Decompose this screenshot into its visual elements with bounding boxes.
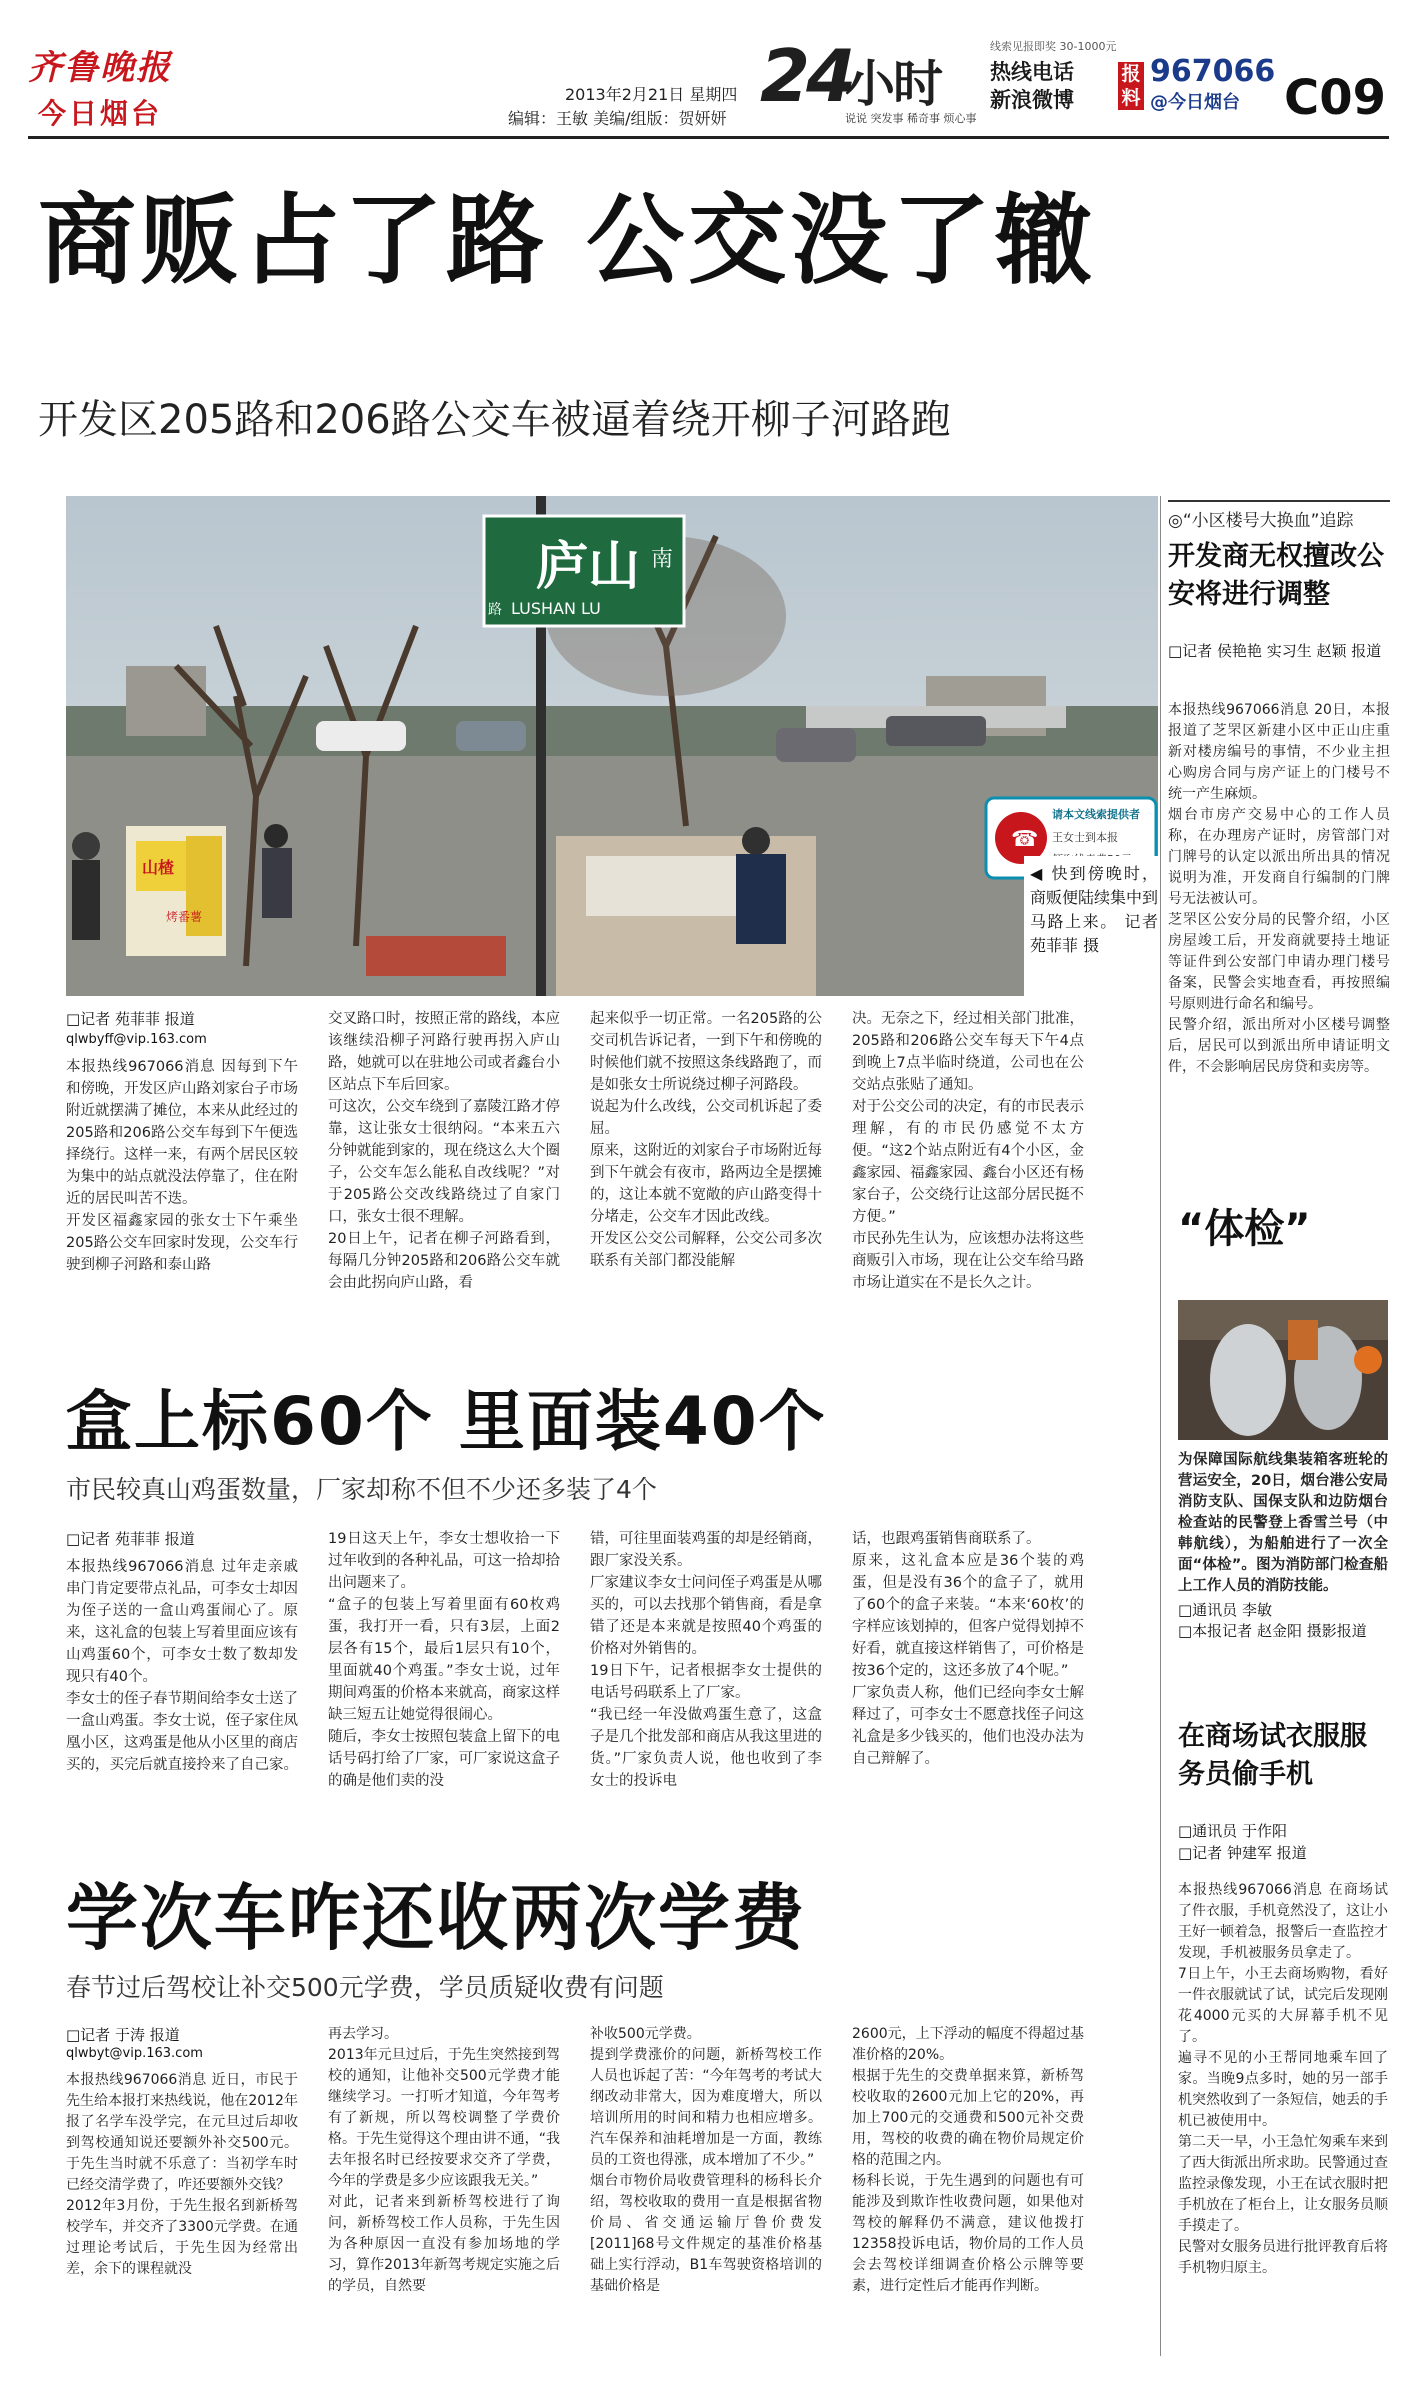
street-sign <box>484 516 684 626</box>
main-col-4: 决。无奈之下，经过相关部门批准，205路和206路公交车每天下午4点到晚上7点半临时绕道，公司也在公交站点张贴了通知。 对于公交公司的决定，有的市民表示理解，有的市民仍感觉不太方便。“这2个站点附近有4个小区，金鑫家园、福鑫家园、鑫台小区还有杨家台子，公交绕行让这部分居民挺不方便。” 市民孙先生认为，应该想办法将这些商贩引入市场，现在让公交车给马路市场让道实在不是长久之计。 <box>852 1011 1084 1291</box>
masthead-rule <box>28 136 1389 139</box>
story3-subhead: 春节过后驾校让补交500元学费，学员质疑收费有问题 <box>66 1973 664 2002</box>
story3-col-2: 再去学习。 2013年元旦过后，于先生突然接到驾校的通知，让他补交500元学费才能继续学习。一打听才知道，今年驾考有了新规，所以驾校调整了学费价格。于先生觉得这个理由讲不通，“我去年报名时已经按要求交齐了学费，今年的学费是多少应该跟我无关。” 对此，记者来到新桥驾校进行了询问，新桥驾校工作人员称，于先生因为各种原因一直没有参加场地的学习，算作2013年新驾考规定实施之后的学员，自然要 <box>328 2026 560 2294</box>
weibo-handle: @今日烟台 <box>1150 92 1240 113</box>
hotline-number: 967066 <box>1150 54 1276 89</box>
sign-pinyin: LUSHAN LU <box>511 599 601 618</box>
badge-line2: 王女士到本报 <box>1052 831 1118 844</box>
s1-byline: □记者 侯艳艳 实习生 赵颖 报道 <box>1168 642 1382 660</box>
newspaper-logo: 齐鲁晚报 <box>28 48 172 88</box>
story2-headline: 盒上标60个 里面装40个 <box>66 1383 827 1460</box>
s1-body: 本报热线967066消息 20日，本报报道了芝罘区新建小区中正山庄重新对楼房编号的事情，不少业主担心购房合同与房产证上的门楼号不统一产生麻烦。 烟台市房产交易中心的工作人员称，在办理房产证时，房管部门对门牌号的认定以派出所出具的情况说明为准，开发商自行编制的门牌号无法被认可。 芝罘区公安分局的民警介绍，小区房屋竣工后，开发商就要持土地证等证件到公安部门申请办理门楼号备案，民警会实地查看，再按照编号原则进行命名和编号。 民警介绍，派出所对小区楼号调整后，居民可以到派出所申请证明文件，不会影响居民房贷和卖房等。 <box>1168 702 1390 1075</box>
issue-date: 2013年2月21日 星期四 <box>565 85 738 104</box>
stall-sign2: 烤番薯 <box>166 910 203 924</box>
brand-hours: 小时 <box>845 55 941 113</box>
reward-note: 线索见报即奖 30-1000元 <box>990 40 1117 53</box>
story3-email: qlwbyt@vip.163.com <box>66 2046 203 2061</box>
story2-col-1: 本报热线967066消息 过年走亲戚串门肯定要带点礼品，可李女士却因为侄子送的一盒山鸡蛋闹心了。原来，这礼盒的包装上写着里面应该有山鸡蛋60个，可李女士数了数却发现只有40个。 李女士的侄子春节期间给李女士送了一盒山鸡蛋。李女士说，侄子家住凤凰小区，这鸡蛋是他从小区里的商店买的，买完后就直接拎来了自己家。 <box>66 1559 298 1773</box>
hotline-label: 热线电话 <box>990 60 1074 84</box>
contact-labels <box>990 58 1074 114</box>
sign-name: 庐山 <box>536 537 641 597</box>
story2-byline: □记者 苑菲菲 报道 <box>66 1530 195 1548</box>
sign-direction: 南 <box>651 547 674 572</box>
story3-col-4: 2600元，上下浮动的幅度不得超过基准价格的20%。 根据于先生的交费单据来算，新桥驾校收取的2600元加上它的20%，再加上700元的交通费和500元补交费用，驾校的收费的确在物价局规定价格的范围之内。 杨科长说，于先生遇到的问题也有可能涉及到欺诈性收费问题，如果他对驾校的解释仍不满意，建议他拨打12358投诉电话，物价局的工作人员会去驾校详细调查价格公示牌等要素，进行定性后才能再作判断。 <box>852 2026 1084 2294</box>
report-badge: 报料 <box>1118 62 1144 110</box>
badge-line1: 请本文线索提供者 <box>1052 808 1140 821</box>
story2-col-4: 话，也跟鸡蛋销售商联系了。 原来，这礼盒本应是36个装的鸡蛋，但是没有36个的盒子了，就用了60个的盒子来装。“本来‘60枚’的字样应该划掉的，但客户觉得划掉不好看，就直接这样销售了，可价格是按36个定的，这还多放了4个呢。” 厂家负责人称，他们已经向李女士解释过了，可李女士不愿意找侄子问这礼盒是多少钱买的，他们也没办法为自己辩解了。 <box>852 1531 1084 1767</box>
street-photo <box>66 496 1158 996</box>
main-headline: 商贩占了路 公交没了辙 <box>38 184 1097 298</box>
page-number: C09 <box>1284 70 1387 126</box>
story3-byline: □记者 于涛 报道 <box>66 2026 180 2044</box>
main-email: qlwbyff@vip.163.com <box>66 1032 207 1047</box>
sidebar-divider <box>1160 496 1161 2356</box>
main-byline: □记者 苑菲菲 报道 <box>66 1010 195 1028</box>
story3-col-3: 补收500元学费。 提到学费涨价的问题，新桥驾校工作人员也诉起了苦：“今年驾考的考试大纲改动非常大，因为难度增大，所以培训所用的时间和精力也相应增多。汽车保养和油耗增加是一方面，教练员的工资也得涨，成本增加了不少。” 烟台市物价局收费管理科的杨科长介绍，驾校收取的费用一直是根据省物价局、省交通运输厅鲁价费发[2011]68号文件规定的基准价格基础上实行浮动，B1车驾驶资格培训的基础价格是 <box>590 2026 822 2294</box>
brand-tagline: 说说 突发事 稀奇事 烦心事 <box>845 112 977 125</box>
editor-credits: 编辑：王敏 美编/组版：贺妍妍 <box>508 109 727 128</box>
story2-col-3: 错，可往里面装鸡蛋的却是经销商，跟厂家没关系。 厂家建议李女士问问侄子鸡蛋是从哪买的，可以去找那个销售商，看是拿错了还是本来就是按照40个鸡蛋的价格对外销售的。 19日下午，记者根据李女士提供的电话号码联系上了厂家。 “我已经一年没做鸡蛋生意了，这盒子是几个批发部和商店从我这里进的货。”厂家负责人说，他也收到了李女士的投诉电 <box>590 1531 822 1789</box>
edition-name: 今日烟台 <box>38 97 163 130</box>
s1-kicker: ◎“小区楼号大换血”追踪 <box>1168 511 1354 531</box>
sign-small: 路 <box>488 602 502 618</box>
story2-col-2: 19日这天上午，李女士想收拾一下过年收到的各种礼品，可这一拾却拾出问题来了。 “盒子的包装上写着里面有60枚鸡蛋，我打开一看，只有3层，上面2层各有15个，最后1层只有10个，里面就40个鸡蛋。”李女士说，过年期间鸡蛋的价格本来就高，商家这样缺三短五让她觉得很闹心。 随后，李女士按照包装盒上留下的电话号码打给了厂家，可厂家说这盒子的确是他们卖的没 <box>328 1531 560 1789</box>
s3-body: 本报热线967066消息 在商场试了件衣服，手机竟然没了，这让小王好一顿着急，报警后一查监控才发现，手机被服务员拿走了。 7日上午，小王去商场购物，看好一件衣服就试了试，试完后发现刚花4000元买的大屏幕手机不见了。 遍寻不见的小王帮同地乘车回了家。当晚9点多时，她的另一部手机突然收到了一条短信，她丢的手机已被使用中。 第二天一早，小王急忙匆乘车来到了西大街派出所求助。民警通过查监控录像发现，小王在试衣服时把手机放在了柜台上，让女服务员顺手摸走了。 民警对女服务员进行批评教育后将手机物归原主。 <box>1178 1882 1388 2276</box>
s3-byline: □通讯员 于作阳 □记者 钟建军 报道 <box>1178 1822 1307 1862</box>
s2-title: “体检” <box>1178 1206 1311 1252</box>
story3-col-1: 本报热线967066消息 近日，市民于先生给本报打来热线说，他在2012年报了名学车没学完，在元旦过后却收到驾校通知说还要额外补交500元。于先生当时就不乐意了：当初学车时已经交清学费了，咋还要额外交钱？ 2012年3月份，于先生报名到新桥驾校学车，并交齐了3300元学费。在通过理论考试后，于先生因为经常出差，余下的课程就没 <box>66 2072 298 2277</box>
sidebar-rule-top <box>1168 500 1390 502</box>
weibo-label: 新浪微博 <box>990 88 1074 112</box>
main-col-1: 本报热线967066消息 因每到下午和傍晚，开发区庐山路刘家台子市场附近就摆满了摊位，本来从此经过的205路和206路公交车每到下午便选择绕行。这样一来，有两个居民区较为集中的站点就没法停靠了，住在附近的居民叫苦不迭。 开发区福鑫家园的张女士下午乘坐205路公交车回家时发现，公交车行驶到柳子河路和泰山路 <box>66 1059 298 1273</box>
main-col-2: 交叉路口时，按照正常的路线，本应该继续沿柳子河路行驶再拐入庐山路，她就可以在驻地公司或者鑫台小区站点下车后回家。 可这次，公交车绕到了嘉陵江路才停靠，这让张女士很纳闷。“本来五六分钟就能到家的，现在绕这么大个圈子，公交车怎么能私自改线呢？”对于205路公交改线路绕过了自家门口，张女士很不理解。 20日上午，记者在柳子河路看到，每隔几分钟205路和206路公交车就会由此拐向庐山路，看 <box>328 1011 560 1291</box>
story3-headline: 学次车咋还收两次学费 <box>66 1876 807 1960</box>
s3-title: 在商场试衣服服务员偷手机 <box>1178 1721 1367 1790</box>
s2-caption: 为保障国际航线集装箱客班轮的营运安全，20日，烟台港公安局消防支队、国保支队和边防烟台检查站的民警登上香雪兰号（中韩航线），为船舶进行了一次全面“体检”。图为消防部门检查船上工作人员的消防技能。 <box>1178 1452 1388 1594</box>
photo-caption: ◀ 快到傍晚时，商贩便陆续集中到马路上来。 记者 苑菲菲 摄 <box>1030 864 1159 955</box>
stall-sign: 山楂 <box>142 858 175 877</box>
s2-photo <box>1178 1300 1388 1440</box>
s1-title: 开发商无权擅改公安将进行调整 <box>1168 541 1384 610</box>
main-col-3: 起来似乎一切正常。一名205路的公交司机告诉记者，一到下午和傍晚的时候他们就不按照这条线路跑了，而是如张女士所说绕过柳子河路段。 说起为什么改线，公交司机诉起了委屈。 原来，这附近的刘家台子市场附近每到下午就会有夜市，路两边全是摆摊的，这让本就不宽敞的庐山路变得十分堵走，公交车才因此改线。 开发区公交公司解释，公交公司多次联系有关部门都没能解 <box>590 1011 822 1269</box>
brand-24: 24 <box>760 34 853 118</box>
main-subhead: 开发区205路和206路公交车被逼着绕开柳子河路跑 <box>38 397 951 443</box>
phone-icon: ☎ <box>1011 827 1039 852</box>
story2-subhead: 市民较真山鸡蛋数量，厂家却称不但不少还多装了4个 <box>66 1475 657 1504</box>
s2-byline: □通讯员 李敏 □本报记者 赵金阳 摄影报道 <box>1178 1601 1367 1640</box>
